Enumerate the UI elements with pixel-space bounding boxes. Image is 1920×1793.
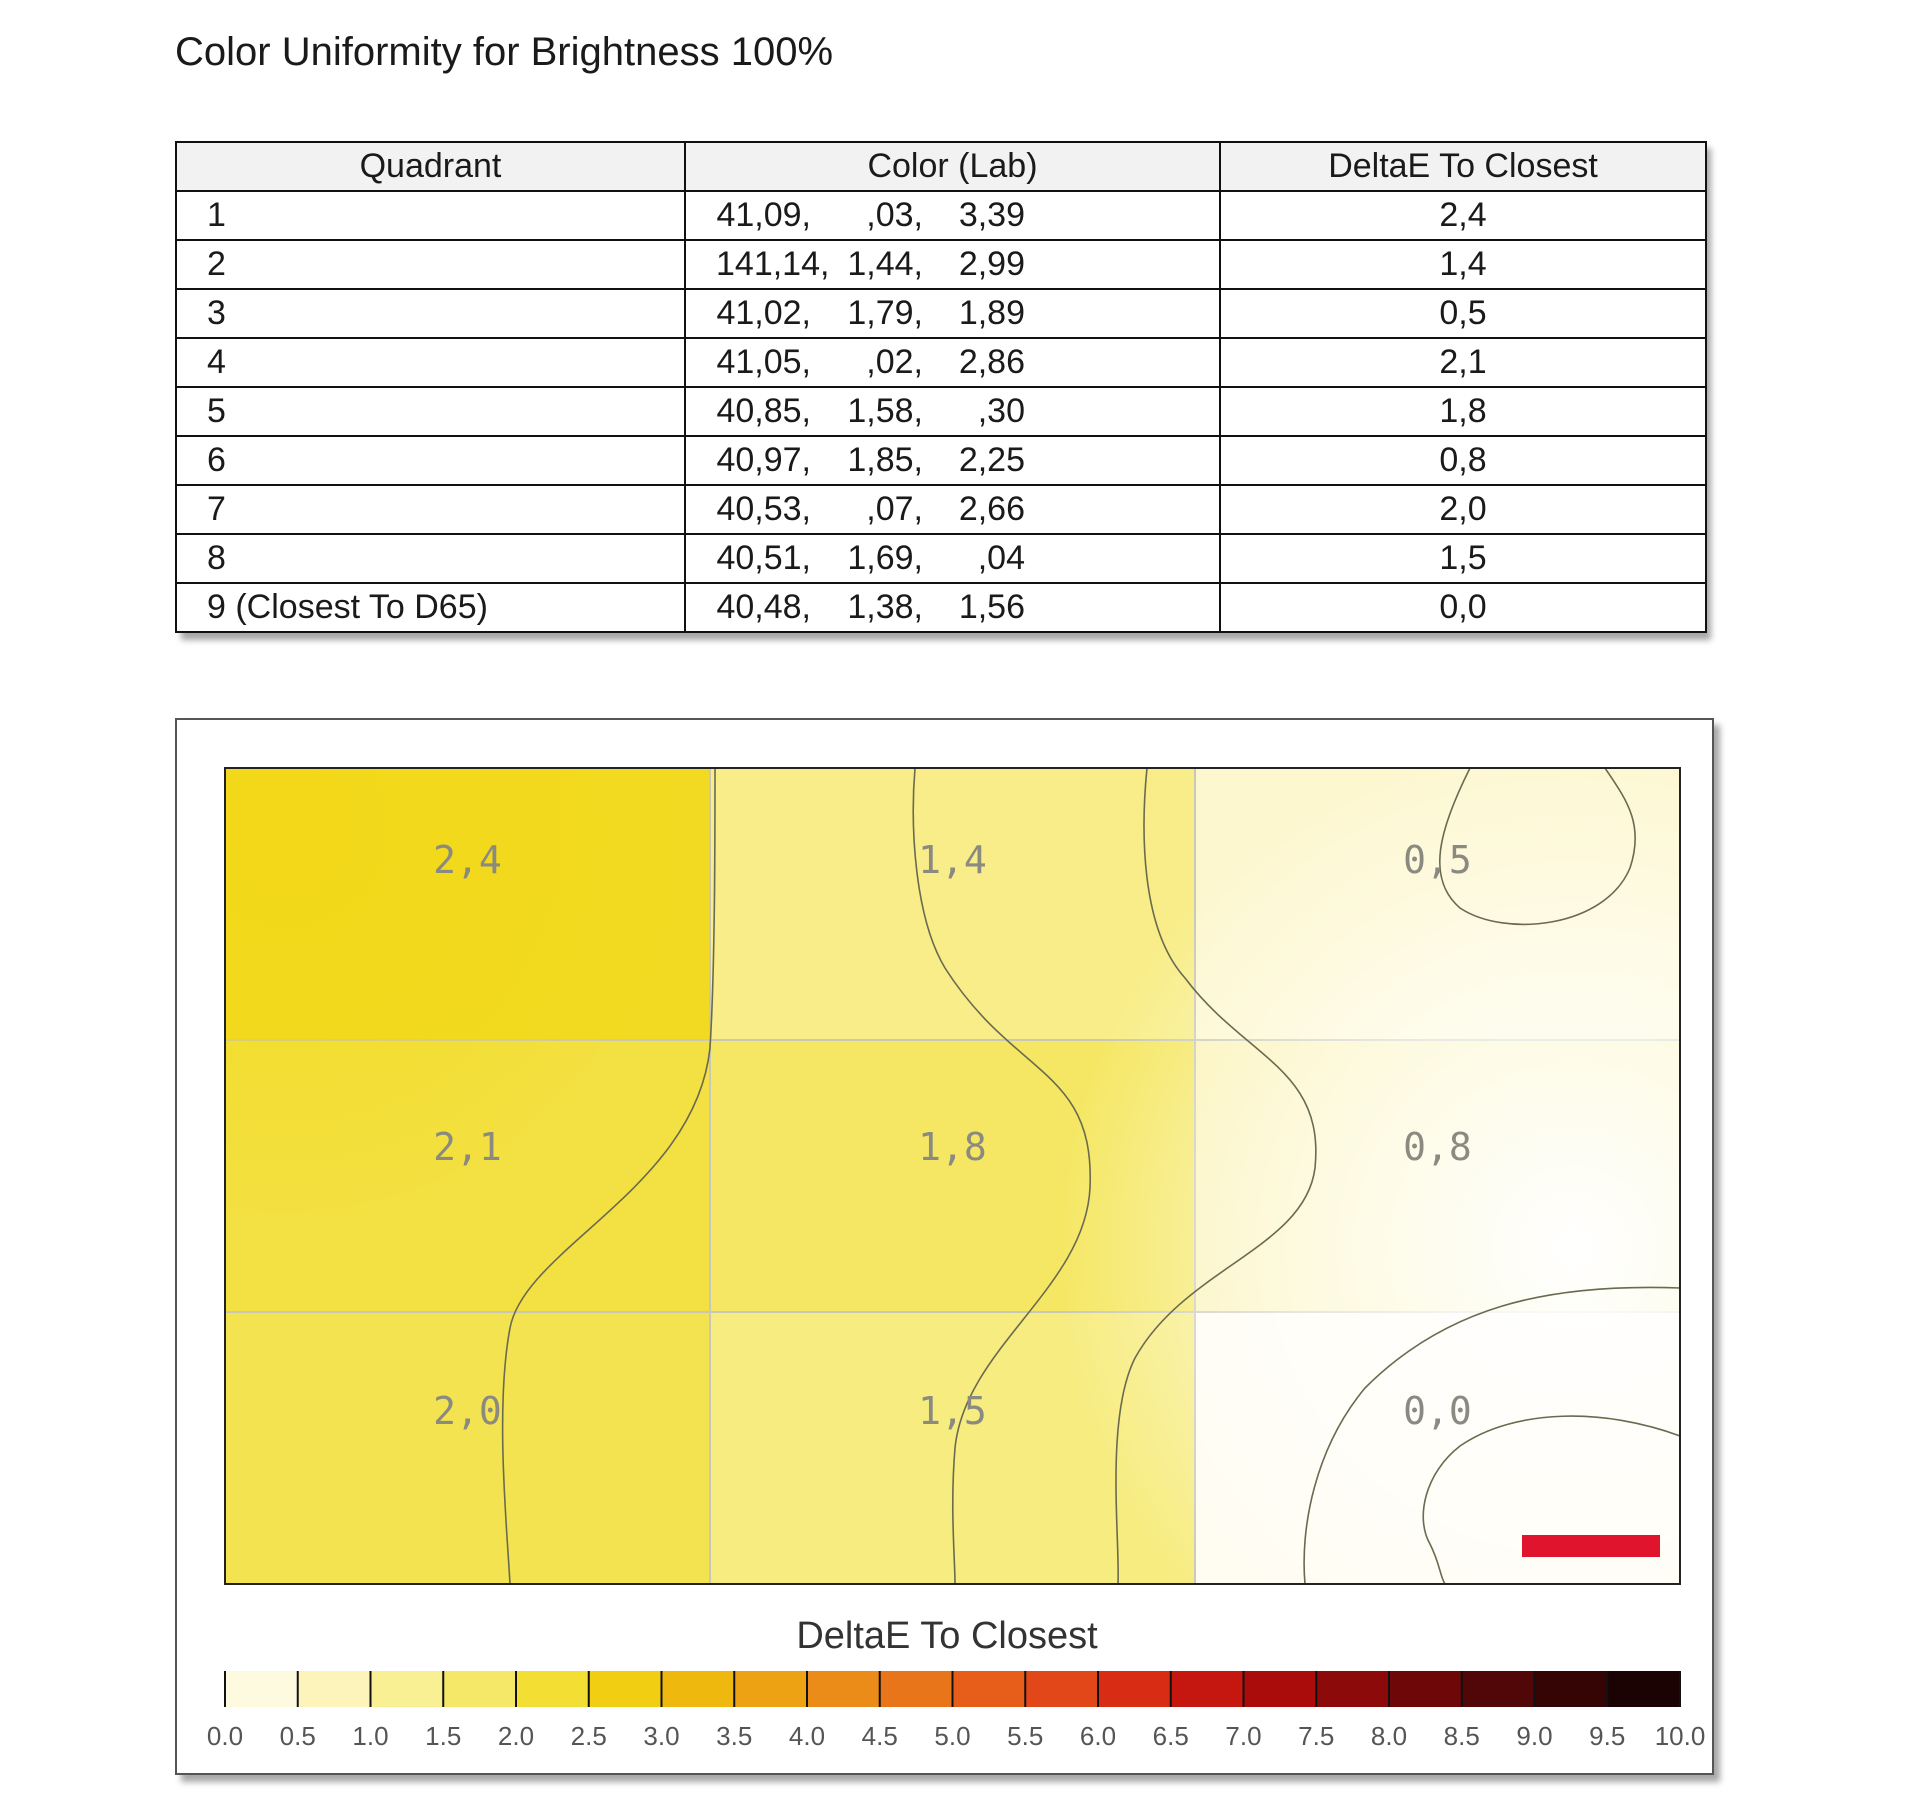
page-title: Color Uniformity for Brightness 100% (175, 30, 834, 74)
lab-component: 40,51, (716, 539, 811, 577)
scale-segment (1389, 1671, 1462, 1707)
cell-value-label: 0,0 (1403, 1389, 1472, 1433)
cell-value-label: 0,5 (1403, 838, 1472, 882)
cell-value-label: 1,5 (918, 1389, 987, 1433)
lab-color-cell (685, 436, 1220, 485)
uniformity-table-container (175, 141, 1705, 633)
scale-segment (1462, 1671, 1535, 1707)
uniformity-heatmap-chart (177, 720, 1712, 1773)
scale-tick-label: 7.0 (1225, 1721, 1262, 1751)
table-row (176, 534, 1706, 583)
scale-tick-label: 8.5 (1443, 1721, 1480, 1751)
scale-tick-label: 0.5 (279, 1721, 316, 1751)
lab-component: 41,05, (716, 343, 811, 381)
scale-tick-label: 8.0 (1370, 1721, 1408, 1751)
lab-component: 1,69, (847, 539, 923, 577)
scale-tick-label: 1.5 (425, 1721, 462, 1751)
lab-component: ,04 (977, 539, 1025, 577)
reference-marker (1522, 1535, 1660, 1557)
white-corner-shade (225, 768, 1680, 1584)
table-row (176, 387, 1706, 436)
chart-frame (175, 718, 1714, 1775)
scale-segment (1244, 1671, 1317, 1707)
quadrant-cell: 3 (176, 289, 685, 338)
cell-value-label: 1,8 (918, 1125, 987, 1169)
deltae-cell: 0,5 (1220, 289, 1706, 338)
scale-tick-label: 6.0 (1079, 1721, 1117, 1751)
scale-segment (1535, 1671, 1608, 1707)
scale-tick-label: 4.0 (788, 1721, 826, 1751)
lab-component: 141,14, (716, 245, 830, 283)
lab-component: 40,97, (716, 441, 811, 479)
deltae-cell: 1,4 (1220, 240, 1706, 289)
cell-value-label: 1,4 (918, 838, 987, 882)
quadrant-cell: 6 (176, 436, 685, 485)
lab-color-cell (685, 534, 1220, 583)
lab-component: 1,85, (847, 441, 923, 479)
table-row (176, 191, 1706, 240)
deltae-cell: 0,0 (1220, 583, 1706, 632)
scale-segment (734, 1671, 807, 1707)
lab-component: 40,48, (716, 588, 811, 626)
scale-tick-label: 10.0 (1654, 1721, 1706, 1751)
scale-segment (880, 1671, 953, 1707)
scale-segment (589, 1671, 662, 1707)
deltae-cell: 1,5 (1220, 534, 1706, 583)
deltae-cell: 2,4 (1220, 191, 1706, 240)
cell-value-label: 0,8 (1403, 1125, 1472, 1169)
lab-component: ,02, (866, 343, 923, 381)
lab-component: 41,09, (716, 196, 811, 234)
lab-color-cell (685, 289, 1220, 338)
scale-segment (225, 1671, 298, 1707)
table-row (176, 338, 1706, 387)
lab-component: 2,99 (958, 245, 1025, 283)
deltae-cell: 1,8 (1220, 387, 1706, 436)
scale-segment (807, 1671, 880, 1707)
lab-component: 1,89 (958, 294, 1025, 332)
scale-tick-label: 7.5 (1298, 1721, 1335, 1751)
lab-component: 40,85, (716, 392, 811, 430)
quadrant-cell: 1 (176, 191, 685, 240)
deltae-cell: 2,0 (1220, 485, 1706, 534)
lab-color-cell (685, 240, 1220, 289)
scale-tick-label: 0.0 (206, 1721, 244, 1751)
column-header-quadrant: Quadrant (176, 142, 685, 191)
cell-value-label: 2,1 (433, 1125, 502, 1169)
scale-tick-label: 9.5 (1589, 1721, 1626, 1751)
deltae-cell: 2,1 (1220, 338, 1706, 387)
scale-segment (1025, 1671, 1098, 1707)
scale-tick-label: 5.0 (934, 1721, 971, 1751)
lab-component: 40,53, (716, 490, 811, 528)
lab-component: ,07, (866, 490, 923, 528)
scale-tick-label: 9.0 (1516, 1721, 1553, 1751)
quadrant-cell: 2 (176, 240, 685, 289)
lab-color-cell (685, 191, 1220, 240)
lab-color-cell (685, 338, 1220, 387)
scale-tick-label: 3.5 (716, 1721, 753, 1751)
table-header-row (176, 142, 1706, 191)
scale-tick-label: 4.5 (861, 1721, 898, 1751)
lab-component: 1,56 (958, 588, 1025, 626)
uniformity-table (175, 141, 1707, 633)
scale-segment (1316, 1671, 1389, 1707)
lab-component: 1,38, (847, 588, 923, 626)
lab-color-cell (685, 583, 1220, 632)
lab-component: ,03, (866, 196, 923, 234)
table-body (176, 191, 1706, 632)
cell-value-label: 2,4 (433, 838, 502, 882)
quadrant-cell: 5 (176, 387, 685, 436)
scale-segment (298, 1671, 371, 1707)
scale-tick-label: 3.0 (643, 1721, 680, 1751)
table-row (176, 289, 1706, 338)
quadrant-cell: 4 (176, 338, 685, 387)
lab-component: 2,25 (958, 441, 1025, 479)
lab-component: 41,02, (716, 294, 811, 332)
scale-tick-label: 1.0 (352, 1721, 389, 1751)
quadrant-cell: 9 (Closest To D65) (176, 583, 685, 632)
lab-color-cell (685, 387, 1220, 436)
scale-segment (1171, 1671, 1244, 1707)
lab-component: 2,66 (958, 490, 1025, 528)
lab-color-cell (685, 485, 1220, 534)
lab-component: 1,44, (847, 245, 923, 283)
table-row (176, 436, 1706, 485)
scale-tick-label: 5.5 (1007, 1721, 1044, 1751)
scale-segment (371, 1671, 444, 1707)
scale-segment (662, 1671, 735, 1707)
table-row (176, 485, 1706, 534)
deltae-cell: 0,8 (1220, 436, 1706, 485)
table-row (176, 240, 1706, 289)
lab-component: 1,79, (847, 294, 923, 332)
quadrant-cell: 7 (176, 485, 685, 534)
cell-value-label: 2,0 (433, 1389, 502, 1433)
scale-segment (516, 1671, 589, 1707)
color-scale-bar (207, 1671, 1705, 1751)
column-header-color-lab: Color (Lab) (685, 142, 1220, 191)
lab-component: 1,58, (847, 392, 923, 430)
legend-title: DeltaE To Closest (796, 1615, 1098, 1657)
scale-segment (1098, 1671, 1171, 1707)
scale-tick-label: 2.0 (497, 1721, 535, 1751)
lab-component: 3,39 (958, 196, 1025, 234)
scale-segment (953, 1671, 1026, 1707)
scale-segment (1607, 1671, 1680, 1707)
lab-component: ,30 (977, 392, 1025, 430)
column-header-deltae: DeltaE To Closest (1220, 142, 1706, 191)
scale-segment (443, 1671, 516, 1707)
quadrant-cell: 8 (176, 534, 685, 583)
plot-area (225, 768, 1681, 1585)
scale-tick-label: 2.5 (570, 1721, 607, 1751)
table-row (176, 583, 1706, 632)
scale-tick-label: 6.5 (1152, 1721, 1189, 1751)
lab-component: 2,86 (958, 343, 1025, 381)
